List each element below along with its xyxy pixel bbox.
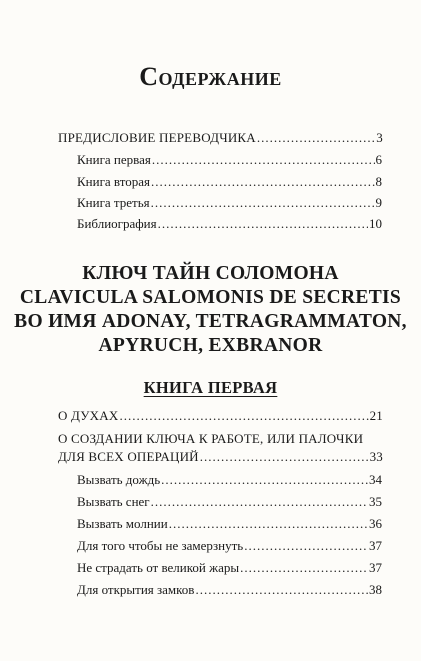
title-line: APYRUCH, EXBRANOR	[98, 335, 323, 356]
toc-entry-label: О ДУХАХ	[58, 408, 119, 423]
toc-leader-dots	[257, 130, 375, 146]
toc-entry-label: ДЛЯ ВСЕХ ОПЕРАЦИЙ	[58, 449, 199, 464]
toc-entry-preface	[58, 130, 383, 146]
toc-entry-page: 9	[375, 195, 382, 210]
toc-entry-page: 37	[369, 538, 382, 553]
toc-entry-label: Книга вторая	[77, 174, 151, 189]
toc-entry-page: 10	[369, 216, 382, 231]
toc-entry-label: Вызвать молнии	[77, 516, 168, 531]
toc-entry-page: 21	[369, 408, 383, 423]
toc-entry-label: Библиография	[77, 216, 157, 231]
toc-entry-label: Для того чтобы не замерзнуть	[77, 538, 244, 553]
toc-entry-page: 33	[369, 449, 383, 464]
title-line: CLAVICULA SALOMONIS DE SECRETIS	[19, 287, 402, 308]
toc-entry-spirits	[58, 408, 383, 424]
toc-entry-snow	[77, 494, 382, 510]
toc-entry-label: Вызвать дождь	[77, 472, 161, 487]
toc-leader-dots	[195, 582, 368, 598]
contents-heading: Содержание	[139, 62, 282, 91]
toc-entry-bibliography	[77, 216, 382, 232]
toc-entry-page: 37	[369, 560, 382, 575]
toc-leader-dots	[169, 516, 368, 532]
toc-entry-page: 6	[375, 152, 382, 167]
toc-entry-book-one	[77, 152, 382, 168]
toc-entry-book-two	[77, 174, 382, 190]
toc-entry-open-locks	[77, 582, 382, 598]
title-line: КЛЮЧ ТАЙН СОЛОМОНА	[82, 263, 339, 284]
toc-entry-page: 38	[369, 582, 382, 597]
toc-entry-label: Для открытия замков	[77, 582, 195, 597]
toc-entry-page: 35	[369, 494, 382, 509]
toc-leader-dots	[152, 152, 375, 168]
toc-entry-page: 34	[369, 472, 382, 487]
toc-entry-book-three	[77, 195, 382, 211]
title-line: ВО ИМЯ ADONAY, TETRAGRAMMATON,	[14, 311, 407, 332]
toc-entry-no-freeze	[77, 538, 382, 554]
toc-leader-dots	[161, 472, 368, 488]
toc-entry-key-line1: О СОЗДАНИИ КЛЮЧА К РАБОТЕ, ИЛИ ПАЛОЧКИ	[58, 431, 364, 446]
toc-entry-label: Книга первая	[77, 152, 151, 167]
toc-entry-no-heat	[77, 560, 382, 576]
toc-entry-key-line2	[58, 449, 383, 465]
toc-entry-page: 36	[369, 516, 382, 531]
toc-leader-dots	[151, 195, 375, 211]
book-one-heading-text: КНИГА ПЕРВАЯ	[143, 378, 278, 397]
toc-leader-dots	[158, 216, 368, 232]
toc-leader-dots	[240, 560, 368, 576]
work-title	[0, 262, 421, 358]
book-one-heading	[0, 378, 421, 398]
toc-leader-dots	[151, 174, 374, 190]
toc-entry-label: Вызвать снег	[77, 494, 150, 509]
toc-entry-lightning	[77, 516, 382, 532]
toc-leader-dots	[244, 538, 368, 554]
toc-leader-dots	[151, 494, 368, 510]
toc-entry-label: Не страдать от великой жары	[77, 560, 240, 575]
toc-entry-rain	[77, 472, 382, 488]
toc-entry-page: 3	[376, 130, 383, 145]
toc-entry-page: 8	[375, 174, 382, 189]
toc-leader-dots	[200, 449, 369, 465]
toc-entry-label: Книга третья	[77, 195, 150, 210]
toc-entry-label: ПРЕДИСЛОВИЕ ПЕРЕВОДЧИКА	[58, 130, 256, 145]
toc-leader-dots	[119, 408, 368, 424]
